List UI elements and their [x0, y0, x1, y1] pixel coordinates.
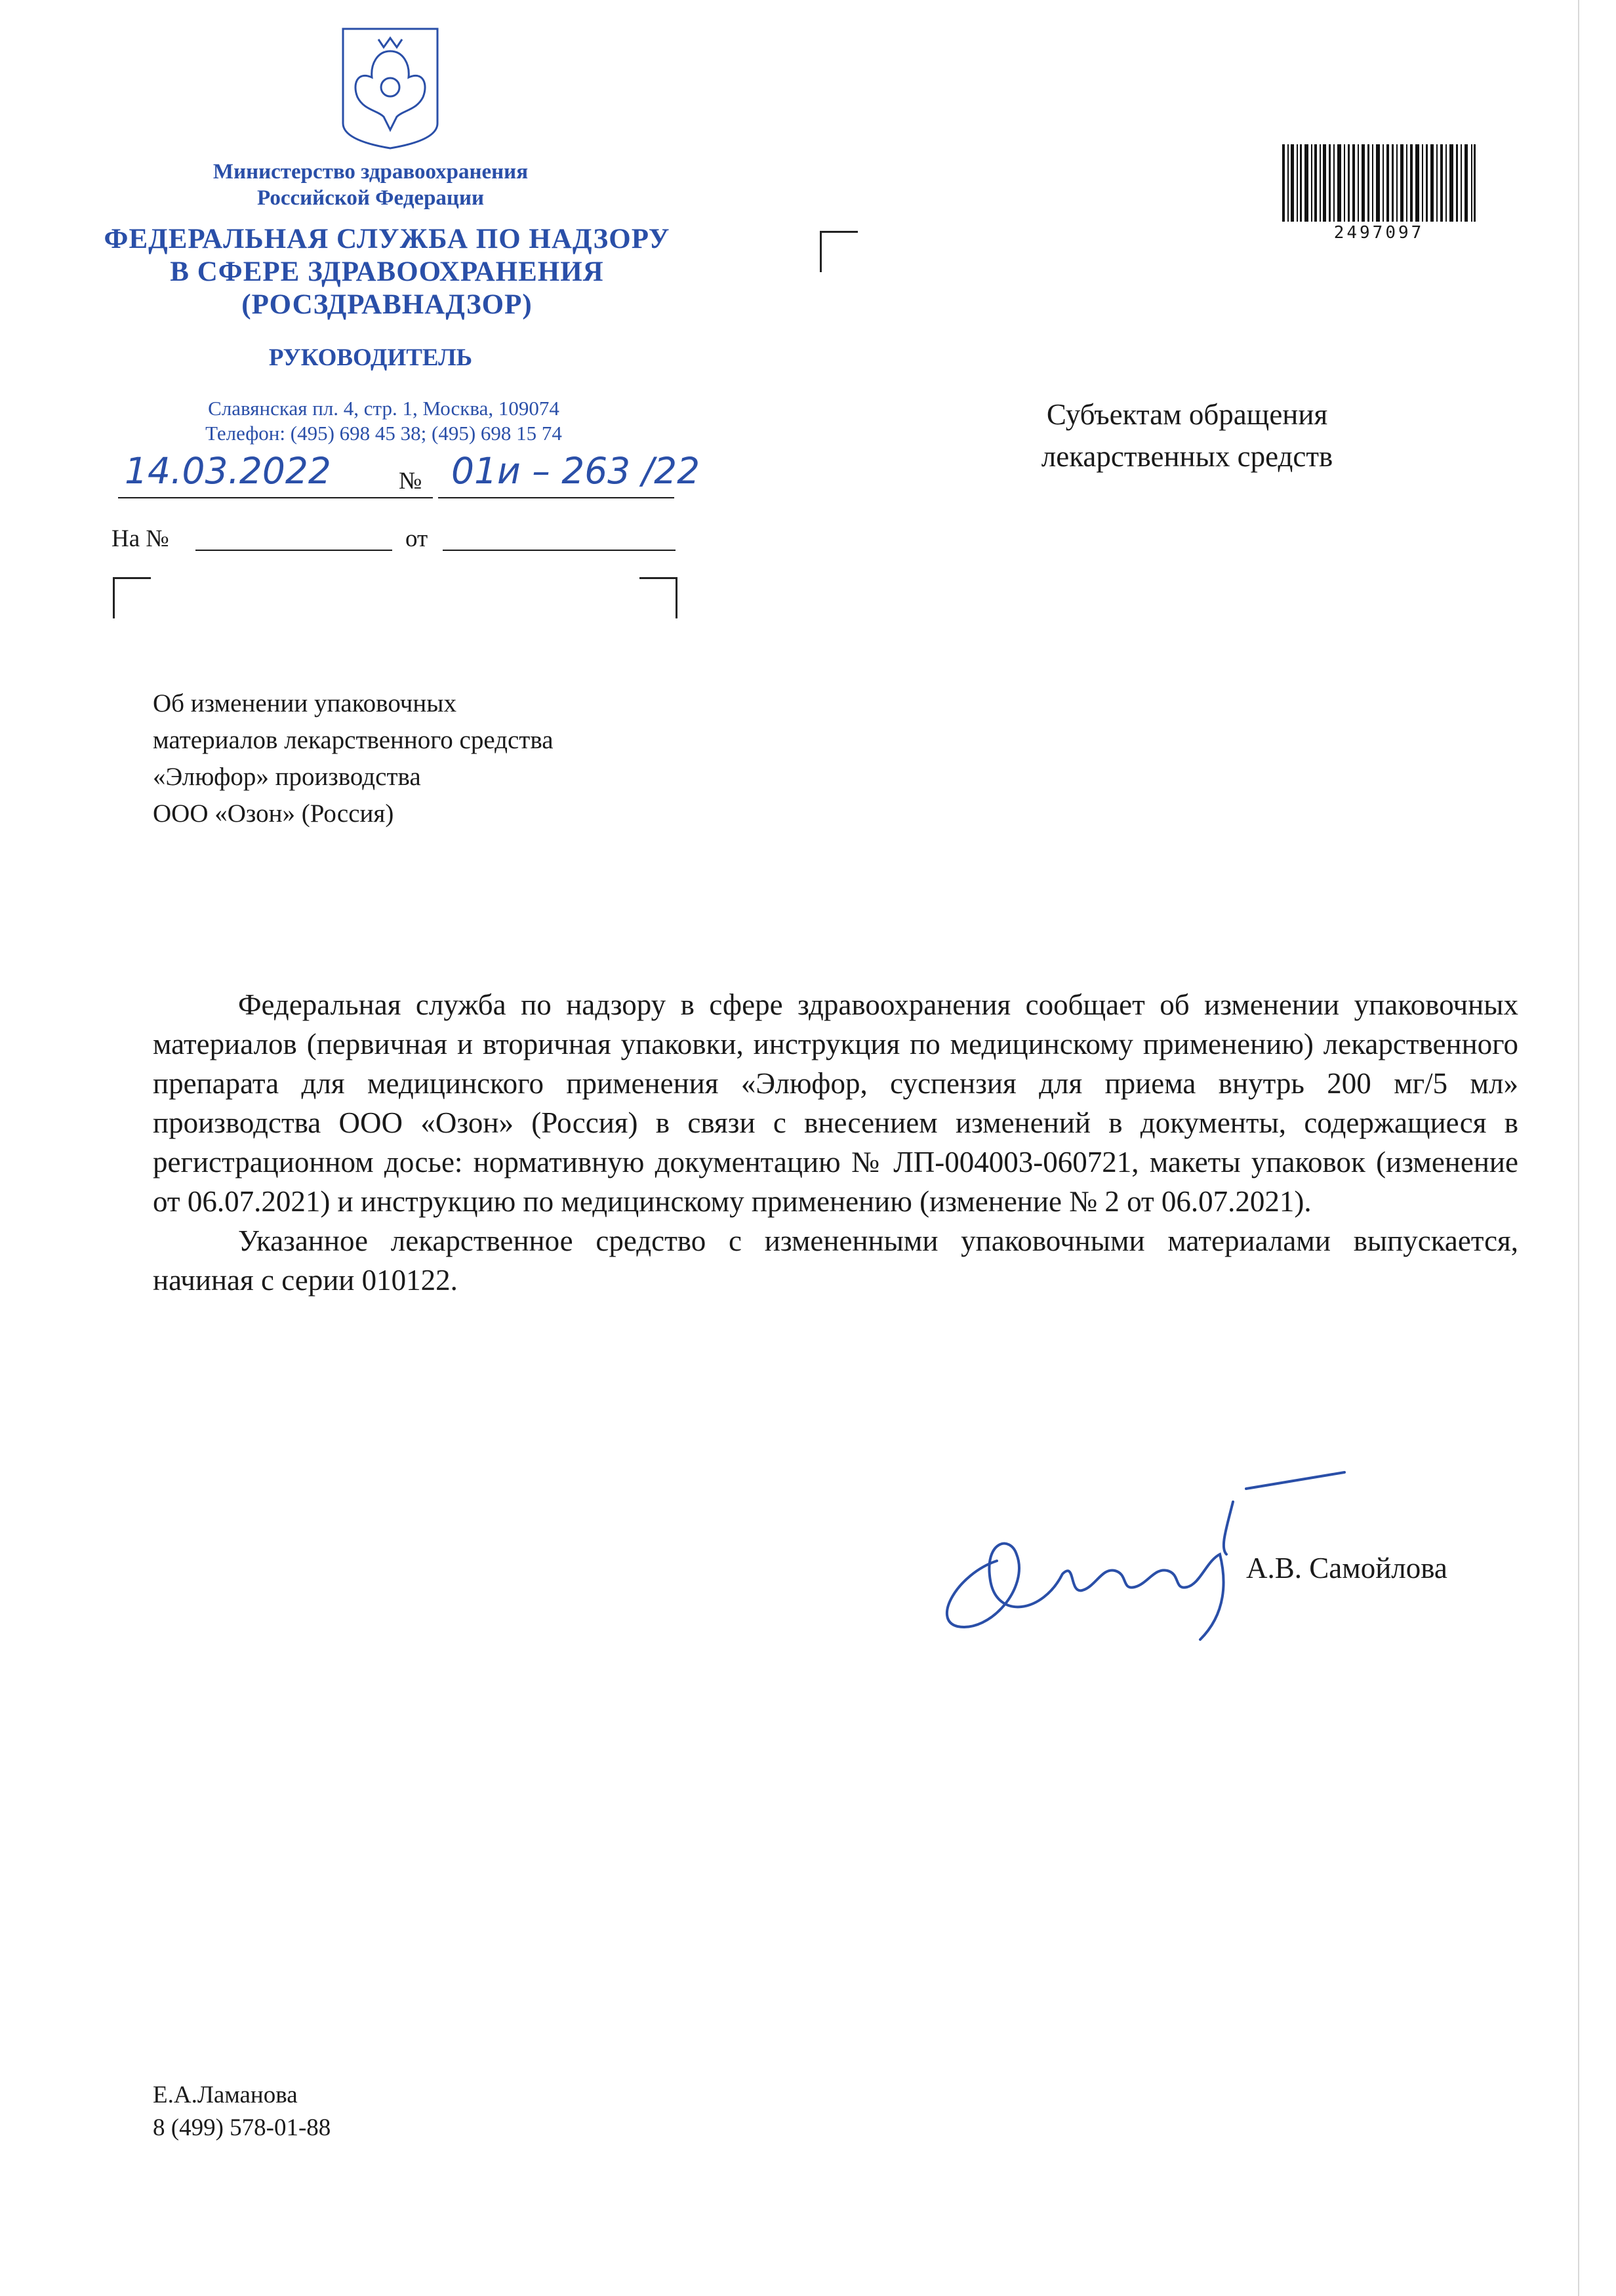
letter-subject: [153, 685, 743, 832]
addressee-line-2: лекарственных средств: [1041, 440, 1333, 473]
handwritten-date: 14.03.2022: [125, 450, 331, 492]
signer-name: А.В. Самойлова: [1246, 1552, 1447, 1584]
reply-number-blank: [195, 550, 392, 551]
service-line-1: ФЕДЕРАЛЬНАЯ СЛУЖБА ПО НАДЗОРУ: [104, 224, 670, 254]
ministry-name: [164, 159, 577, 211]
subject-corner-left: [113, 577, 151, 618]
body-paragraph-2: Указанное лекарственное средство с измененными упаковочными материалами выпускается, начиная с серии 010122.: [153, 1224, 1518, 1297]
coat-of-arms-icon: [338, 25, 443, 151]
service-line-3: (РОСЗДРАВНАДЗОР): [241, 289, 533, 320]
addressee: [977, 393, 1397, 477]
scan-edge-line: [1578, 0, 1579, 2296]
service-line-2: В СФЕРЕ ЗДРАВООХРАНЕНИЯ: [170, 256, 604, 287]
from-label: от: [405, 525, 428, 552]
ministry-line-2: Российской Федерации: [257, 186, 484, 210]
date-field: [118, 450, 433, 498]
subject-line-4: ООО «Озон» (Россия): [153, 799, 394, 828]
subject-line-3: «Элюфор» производства: [153, 763, 421, 791]
subject-line-1: Об изменении упаковочных: [153, 689, 456, 717]
address-line: Славянская пл. 4, стр. 1, Москва, 109074: [208, 397, 559, 420]
phone-line: Телефон: (495) 698 45 38; (495) 698 15 74: [205, 422, 562, 445]
service-name: [92, 223, 682, 321]
barcode-icon: [1282, 144, 1476, 222]
handwritten-number: 01и – 263 /22: [451, 450, 700, 492]
number-field: [438, 450, 700, 498]
body-paragraph-1: Федеральная служба по надзору в сфере здравоохранения сообщает об изменении упаковочных материалов (первичная и вторичная упаковки, инструкция по медицинскому применению) лекарственного препарата для медицинского применения «Элюфор, суспензия для приема внутрь 200 мг/5 мл» производства ООО «Озон» (Россия) в связи с внесением изменений в документы, содержащиеся в регистрационном досье: нормативную документацию № ЛП-004003-060721, макеты упаковок (изменение от 06.07.2021) и инструкцию по медицинскому применению (изменение № 2 от 06.07.2021).: [153, 988, 1518, 1218]
subject-line-2: материалов лекарственного средства: [153, 726, 554, 754]
ministry-line-1: Министерство здравоохранения: [212, 160, 529, 184]
addressee-line-1: Субъектам обращения: [1046, 398, 1328, 431]
addressee-corner-mark: [820, 231, 858, 272]
role-title: РУКОВОДИТЕЛЬ: [268, 344, 473, 371]
contact-address: [118, 396, 649, 446]
executor-contact: [153, 2079, 331, 2145]
barcode-number: 2497097: [1333, 223, 1424, 243]
reply-date-blank: [443, 550, 676, 551]
reply-label: На №: [111, 525, 169, 552]
subject-corner-right: [639, 577, 677, 618]
executor-phone: 8 (499) 578-01-88: [153, 2114, 331, 2141]
letter-body: [153, 985, 1518, 1300]
executor-name: Е.А.Ламанова: [153, 2082, 298, 2108]
number-sign: №: [399, 468, 422, 494]
